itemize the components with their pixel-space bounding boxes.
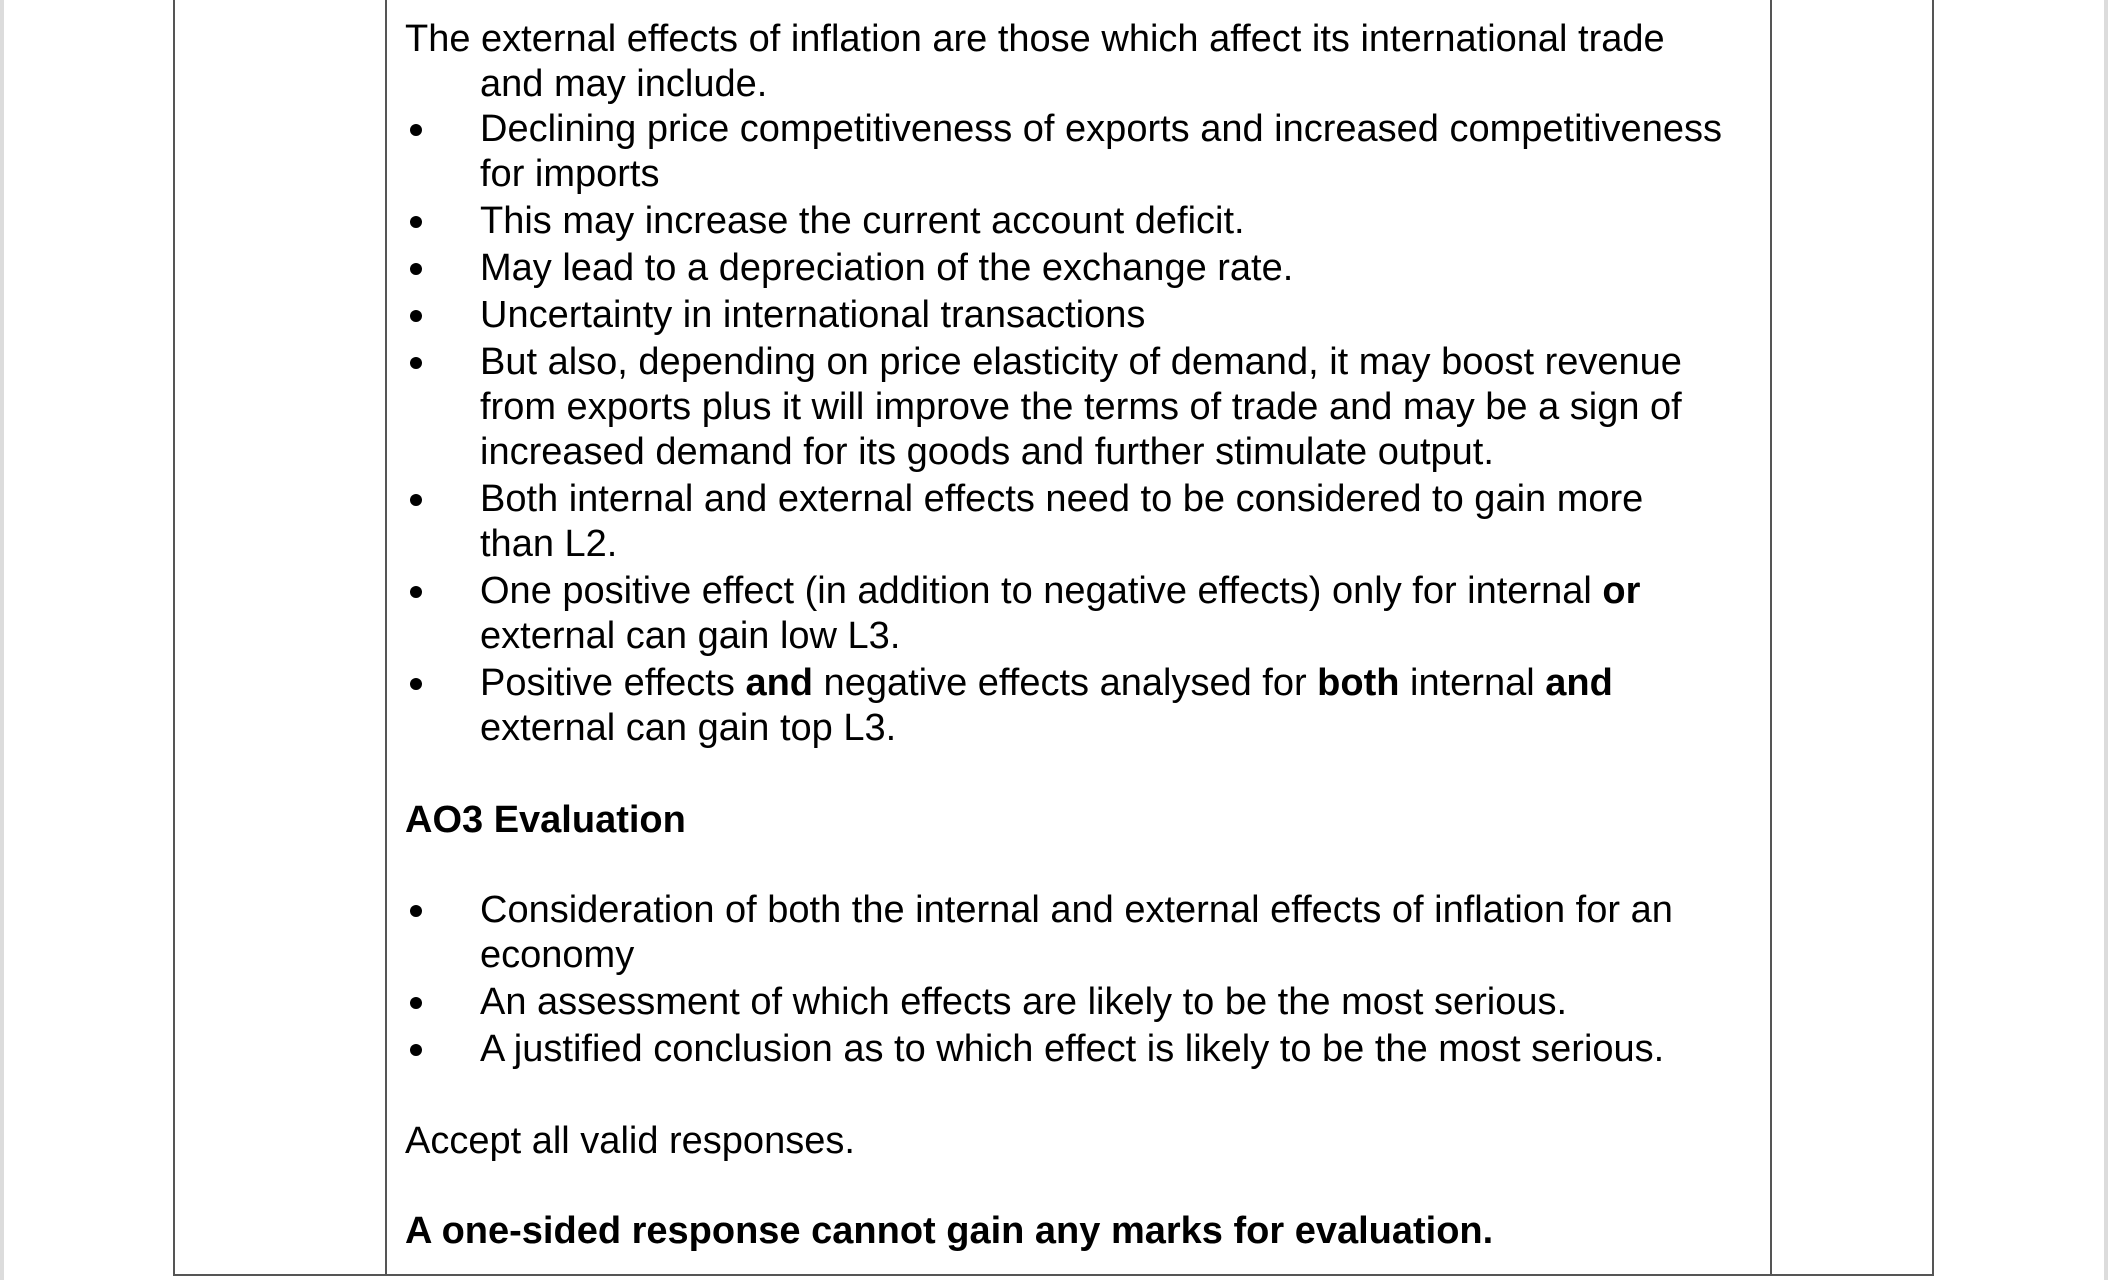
spacer [405,1074,1725,1119]
spacer [405,1164,1725,1209]
list-item-low-l3: One positive effect (in addition to negative effects) only for internal or external can gain low L3. [405,569,1725,659]
table-border-bottom [173,1274,1934,1276]
list-item: Declining price competitiveness of exports and increased competitiveness for imports [405,107,1725,197]
page-edge-left [0,0,4,1280]
list-item: May lead to a depreciation of the exchange rate. [405,246,1725,291]
list-item-top-l3: Positive effects and negative effects analysed for both internal and external can gain top L3. [405,661,1725,751]
table-border-col-3 [1770,0,1772,1276]
list-item: Consideration of both the internal and external effects of inflation for an economy [405,888,1725,978]
bullet-icon [410,997,422,1009]
list-item: But also, depending on price elasticity of demand, it may boost revenue from exports plus it will improve the terms of trade and may be a sign of increased demand for its goods and further stimulate output. [405,340,1725,475]
list-item: Both internal and external effects need to be considered to gain more than L2. [405,477,1725,567]
bullet-icon [410,678,422,690]
list-item: An assessment of which effects are likely to be the most serious. [405,980,1725,1025]
bullet-icon [410,586,422,598]
one-sided-note: A one-sided response cannot gain any marks for evaluation. [405,1210,1494,1252]
external-effects-list [405,107,1725,751]
table-border-col-2 [385,0,387,1276]
spacer [405,843,1725,888]
list-item: A justified conclusion as to which effect is likely to be the most serious. [405,1027,1725,1072]
mark-scheme-cell [405,17,1725,1254]
evaluation-heading: AO3 Evaluation [405,799,686,841]
bullet-icon [410,310,422,322]
accept-note: Accept all valid responses. [405,1120,855,1162]
table-border-col-1 [173,0,175,1276]
evaluation-list [405,888,1725,1072]
bullet-icon [410,494,422,506]
page-edge-right [2104,0,2108,1280]
bullet-icon [410,263,422,275]
bullet-icon [410,124,422,136]
table-border-col-4 [1932,0,1934,1276]
bullet-icon [410,905,422,917]
intro-text: The external effects of inflation are those which affect its international trade and may include. [405,18,1665,105]
bullet-icon [410,216,422,228]
bullet-icon [410,1044,422,1056]
spacer [405,753,1725,798]
list-item: Uncertainty in international transactions [405,293,1725,338]
bullet-icon [410,357,422,369]
list-item: This may increase the current account deficit. [405,199,1725,244]
